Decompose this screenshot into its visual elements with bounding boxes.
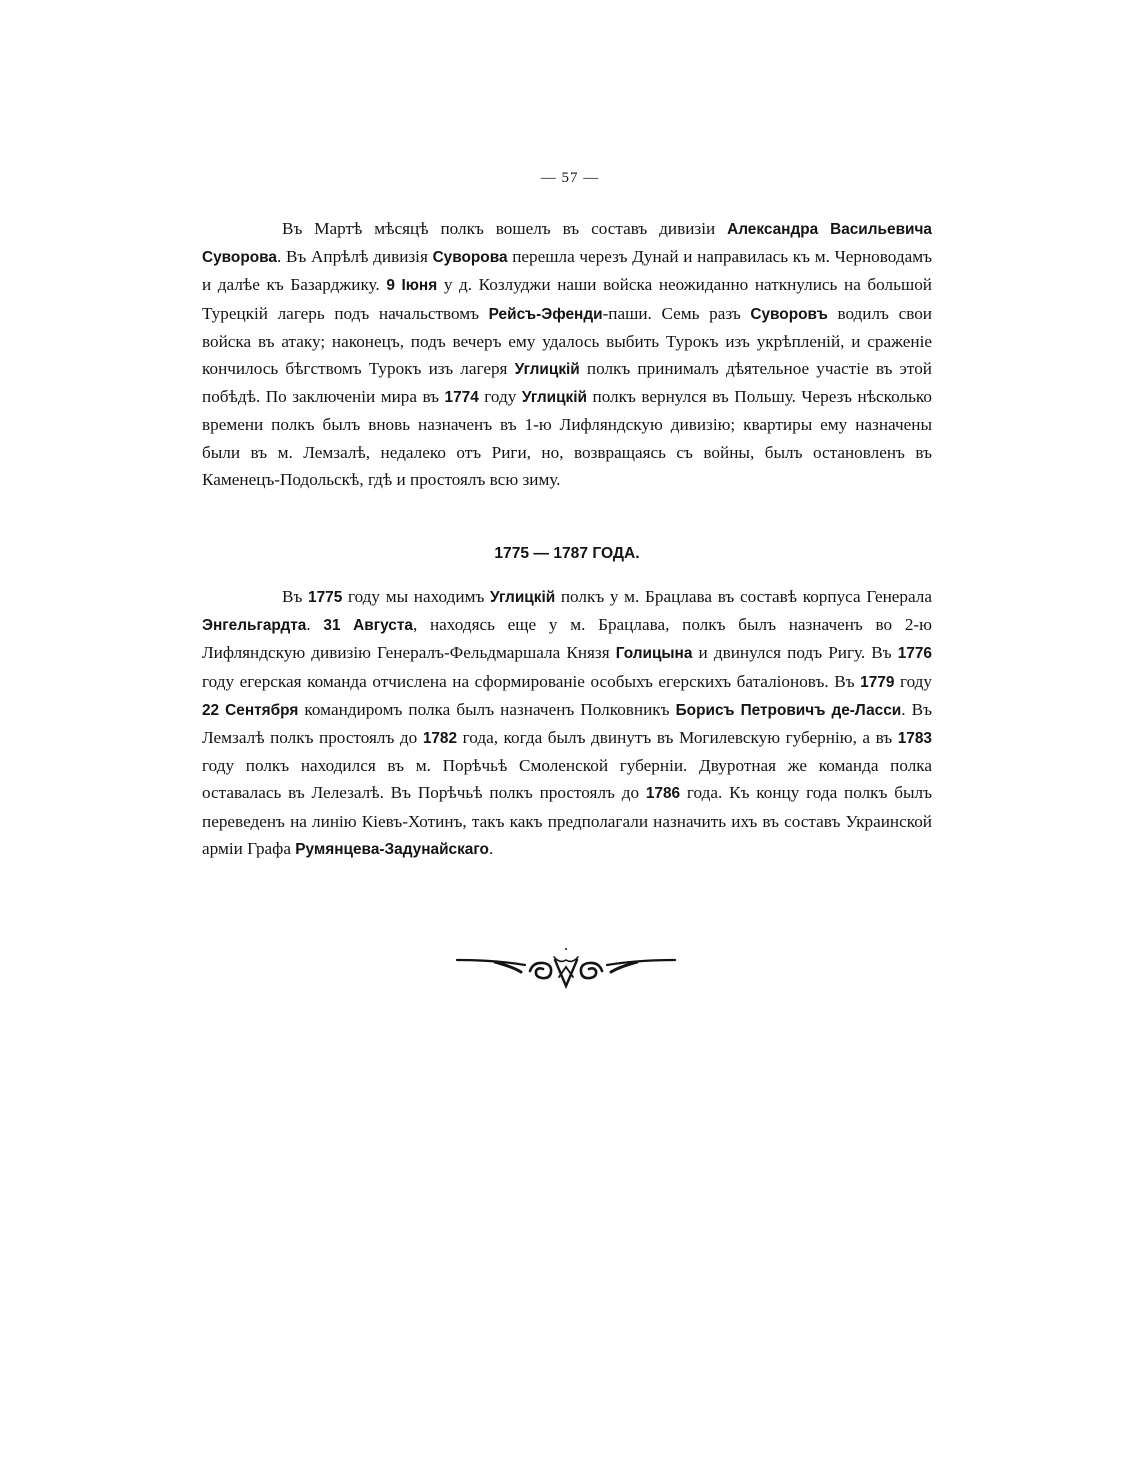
name-suvorov-2: Суворовъ	[750, 305, 828, 323]
regiment-uglitsky-2: Углицкій	[521, 389, 587, 407]
page-number: — 57 —	[540, 170, 600, 186]
text-run: у д. Козлуджи наши войска неожиданно наткнулись на большой Турецкій лагерь подъ начальствомъ	[202, 275, 932, 323]
paragraph-2	[202, 583, 932, 863]
text-run: году	[478, 387, 522, 407]
year-1786: 1786	[645, 785, 681, 803]
text-run: .	[488, 838, 494, 858]
year-1779: 1779	[860, 673, 895, 691]
text-run: году мы находимъ	[342, 587, 491, 606]
text-run: Въ	[282, 587, 309, 606]
paragraph-1	[202, 215, 932, 493]
year-1776: 1776	[897, 645, 932, 663]
year-1783: 1783	[897, 730, 932, 748]
text-run: перешла черезъ Дунай и направилась къ м. Черноводамъ и далѣе къ Базарджику.	[202, 247, 933, 295]
regiment-uglitsky: Углицкій	[514, 361, 580, 379]
name-de-lassi: Борисъ Петровичъ де-Ласси	[675, 701, 902, 719]
text-run: командиромъ полка былъ назначенъ Полковникъ	[298, 699, 676, 719]
text-run: году полкъ находился въ м. Порѣчьѣ Смоленской губерніи. Двуротная же команда полка оставалась въ Лелезалѣ. Въ Порѣчьѣ полкъ простоялъ до	[202, 756, 932, 803]
text-run: водилъ свои войска въ атаку; наконецъ, подъ вечеръ ему удалось выбить Турокъ изъ укрѣпленій, и сраженіе кончилось бѣгствомъ Турокъ изъ лагеря	[202, 303, 932, 379]
name-rumyantsev: Румянцева-Задунайскаго	[295, 840, 489, 858]
text-run: . Въ Апрѣлѣ дивизія	[276, 247, 433, 267]
text-run: году егерская команда отчислена на сформированіе особыхъ егерскихъ баталіоновъ. Въ	[202, 671, 861, 691]
decorative-ornament-icon	[455, 945, 677, 995]
text-run: полкъ принималъ дѣятельное участіе въ этой побѣдѣ. По заключеніи мира въ	[202, 359, 933, 407]
text-run: полкъ у м. Брацлава въ составѣ корпуса Генерала	[555, 587, 932, 606]
text-run: . Въ Лемзалѣ полкъ простоялъ до	[202, 699, 932, 748]
year-1775: 1775	[308, 589, 343, 606]
name-golitsyn: Голицына	[615, 645, 693, 663]
text-run: Въ Мартѣ мѣсяцѣ полкъ вошелъ въ составъ дивизіи	[282, 219, 728, 238]
text-run: и двинулся подъ Ригу. Въ	[692, 643, 898, 663]
name-reis-efendi: Рейсъ-Эфенди	[488, 305, 603, 323]
text-run: , находясь еще у м. Брацлава, полкъ былъ назначенъ во 2-ю Лифляндскую дивизію Генералъ-Фельдмаршала Князя	[202, 615, 932, 663]
year-1782: 1782	[422, 730, 458, 748]
text-run: года. Къ концу года полкъ былъ переведенъ на линію Кіевъ-Хотинъ, такъ какъ предполагали назначить ихъ въ составъ Украинской арміи Графа	[202, 783, 932, 858]
regiment-uglitsky-3: Углицкій	[490, 589, 556, 606]
date-9-june: 9 Іюня	[386, 277, 438, 295]
year-1774: 1774	[444, 389, 479, 407]
section-heading: 1775 — 1787 ГОДА.	[494, 545, 640, 562]
date-31-august: 31 Августа	[323, 617, 413, 635]
text-run: году	[894, 671, 933, 691]
name-engelgardt: Энгельгардта	[202, 617, 307, 635]
text-run: полкъ вернулся въ Польшу. Черезъ нѣсколько времени полкъ былъ вновь назначенъ въ 1-ю Лифляндскую дивизію; квартиры ему назначены были въ м. Лемзалѣ, недалеко отъ Риги, но, возвращаясь съ войны, былъ остановленъ въ Каменецъ-Подольскѣ, гдѣ и простоялъ всю зиму.	[202, 387, 932, 489]
text-run: -паши. Семь разъ	[602, 303, 751, 323]
date-22-september: 22 Сентября	[202, 701, 299, 719]
name-suvorov: Суворова	[432, 249, 508, 267]
text-run: .	[306, 615, 324, 635]
text-run: года, когда былъ двинутъ въ Могилевскую губернію, а въ	[457, 728, 898, 748]
name-suvorov-full: Александра Васильевича Суворова	[202, 221, 932, 267]
